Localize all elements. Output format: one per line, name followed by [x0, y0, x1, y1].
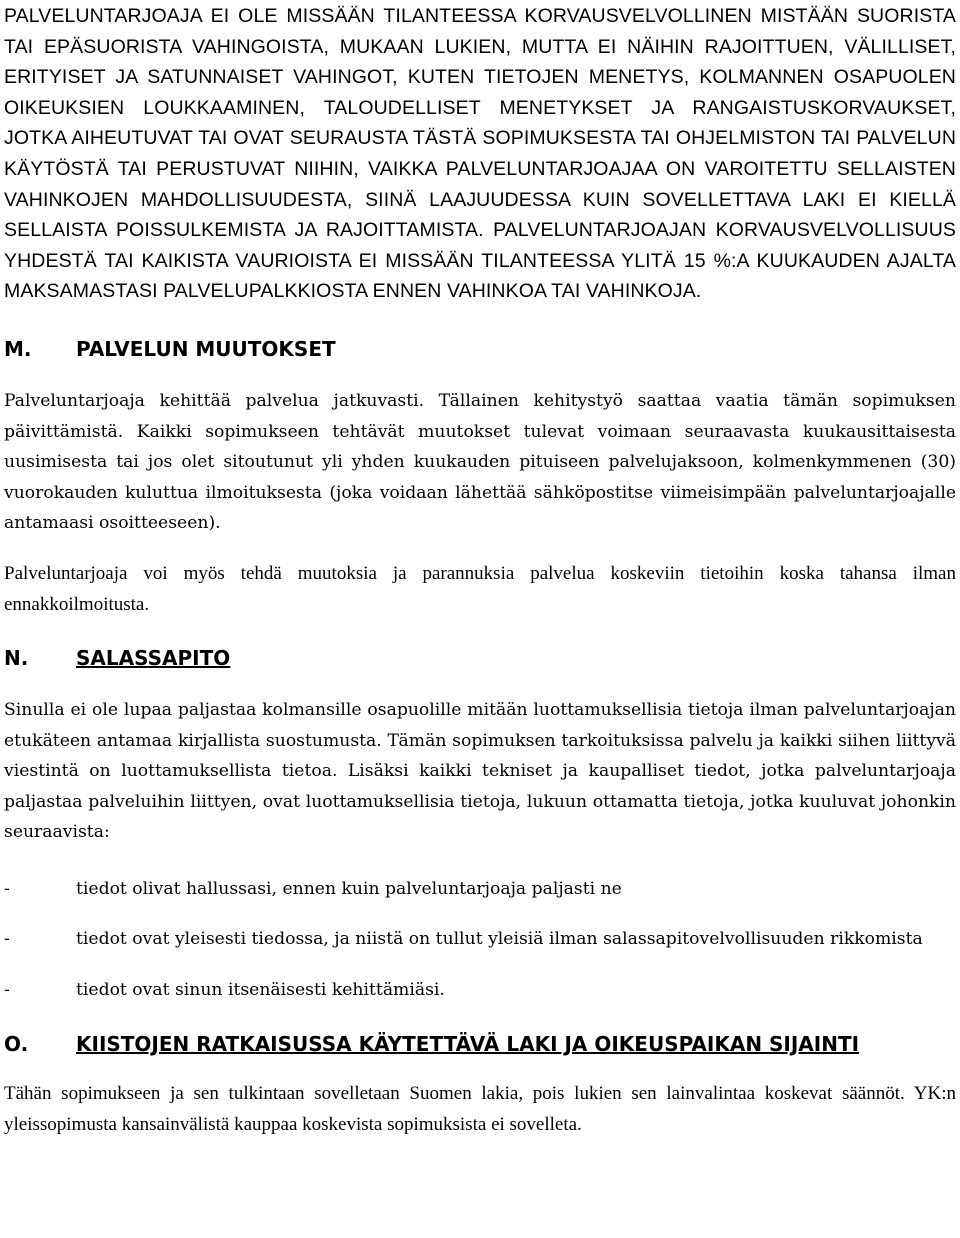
spacer — [4, 1006, 956, 1030]
section-o-title: KIISTOJEN RATKAISUSSA KÄYTETTÄVÄ LAKI JA OIKEUSPAIKAN SIJAINTI — [76, 1031, 860, 1056]
list-item-text: tiedot olivat hallussasi, ennen kuin palveluntarjoaja paljasti ne — [76, 878, 622, 899]
spacer — [4, 672, 956, 695]
section-n-title: SALASSAPITO — [76, 645, 231, 670]
list-dash: - — [4, 980, 10, 1001]
spacer — [4, 620, 956, 644]
document-page — [4, 0, 956, 1140]
section-m-title: PALVELUN MUUTOKSET — [76, 336, 336, 361]
spacer — [4, 1058, 956, 1078]
section-m-paragraph-1: Palveluntarjoaja kehittää palvelua jatkuvasti. Tällainen kehitystyö saattaa vaatia tämän sopimuksen päivittämistä. Kaikki sopimukseen tehtävät muutokset tulevat voimaan seuraavasta kuukausittaisesta uusimisesta tai jos olet sitoutunut yli yhden kuukauden pituiseen palvelujaksoon, kolmenkymmenen (30) vuorokauden kuluttua ilmoituksesta (joka voidaan lähettää sähköpostitse viimeisimpään palveluntarjoajalle antamaasi osoitteeseen). — [4, 390, 956, 534]
section-o-number: O. — [4, 1031, 29, 1056]
list-item — [4, 874, 956, 905]
list-item — [4, 975, 956, 1006]
section-m-paragraph-2: Palveluntarjoaja voi myös tehdä muutoksia ja parannuksia palvelua koskeviin tietoihin koska tahansa ilman ennakkoilmoitusta. — [4, 562, 956, 615]
list-item-text: tiedot ovat sinun itsenäisesti kehittämiäsi. — [76, 980, 445, 1001]
spacer — [4, 848, 956, 874]
spacer — [4, 363, 956, 386]
section-n-paragraph: Sinulla ei ole lupaa paljastaa kolmansille osapuolille mitään luottamuksellisia tietoja ilman palveluntarjoajan etukäteen antamaa kirjallista suostumusta. Tämän sopimuksen tarkoituksissa palvelu ja kaikki siihen liittyvä viestintä on luottamuksellista tietoa. Lisäksi kaikki tekniset ja kaupalliset tiedot, jotka palveluntarjoaja paljastaa palveluihin liittyen, ovat luottamuksellisia tietoja, lukuun ottamatta tietoja, jotka kuuluvat johonkin seuraavista: — [4, 699, 956, 843]
section-m-heading — [4, 335, 956, 363]
section-m-number: M. — [4, 336, 32, 361]
list-item — [4, 924, 956, 955]
liability-limitation-paragraph: PALVELUNTARJOAJA EI OLE MISSÄÄN TILANTEESSA KORVAUSVELVOLLINEN MISTÄÄN SUORISTA TAI EPÄSUORISTA VAHINGOISTA, MUKAAN LUKIEN, MUTTA EI NÄIHIN RAJOITTUEN, VÄLILLISET, ERITYISET JA SATUNNAISET VAHINGOT, KUTEN TIETOJEN MENETYS, KOLMANNEN OSAPUOLEN OIKEUKSIEN LOUKKAAMINEN, TALOUDELLISET MENETYKSET JA RANGAISTUSKORVAUKSET, JOTKA AIHEUTUVAT TAI OVAT SEURAUSTA TÄSTÄ SOPIMUKSESTA TAI OHJELMISTON TAI PALVELUN KÄYTÖSTÄ TAI PERUSTUVAT NIIHIN, VAIKKA PALVELUNTARJOAJAA ON VAROITETTU SELLAISTEN VAHINKOJEN MAHDOLLISUUDESTA, SIINÄ LAAJUUDESSA KUIN SOVELLETTAVA LAKI EI KIELLÄ SELLAISTA POISSULKEMISTA JA RAJOITTAMISTA. PALVELUNTARJOAJAN KORVAUSVELVOLLISUUS YHDESTÄ TAI KAIKISTA VAURIOISTA EI MISSÄÄN TILANTEESSA YLITÄ 15 %:A KUUKAUDEN AJALTA MAKSAMASTASI PALVELUPALKKIOSTA ENNEN VAHINKOA TAI VAHINKOJA. — [4, 5, 956, 303]
spacer — [4, 307, 956, 335]
list-dash: - — [4, 929, 10, 950]
section-n-heading — [4, 644, 956, 672]
list-item-text: tiedot ovat yleisesti tiedossa, ja niistä on tullut yleisiä ilman salassapitovelvollisuuden rikkomista — [76, 929, 923, 950]
section-o-paragraph: Tähän sopimukseen ja sen tulkintaan sovelletaan Suomen lakia, pois lukien sen lainvalintaa koskevat säännöt. YK:n yleissopimusta kansainvälistä kauppaa koskevista sopimuksista ei sovelleta. — [4, 1082, 956, 1135]
list-dash: - — [4, 878, 10, 899]
section-o-heading — [4, 1030, 956, 1058]
section-n-number: N. — [4, 645, 29, 670]
spacer — [4, 539, 956, 558]
exceptions-list — [4, 874, 956, 1006]
